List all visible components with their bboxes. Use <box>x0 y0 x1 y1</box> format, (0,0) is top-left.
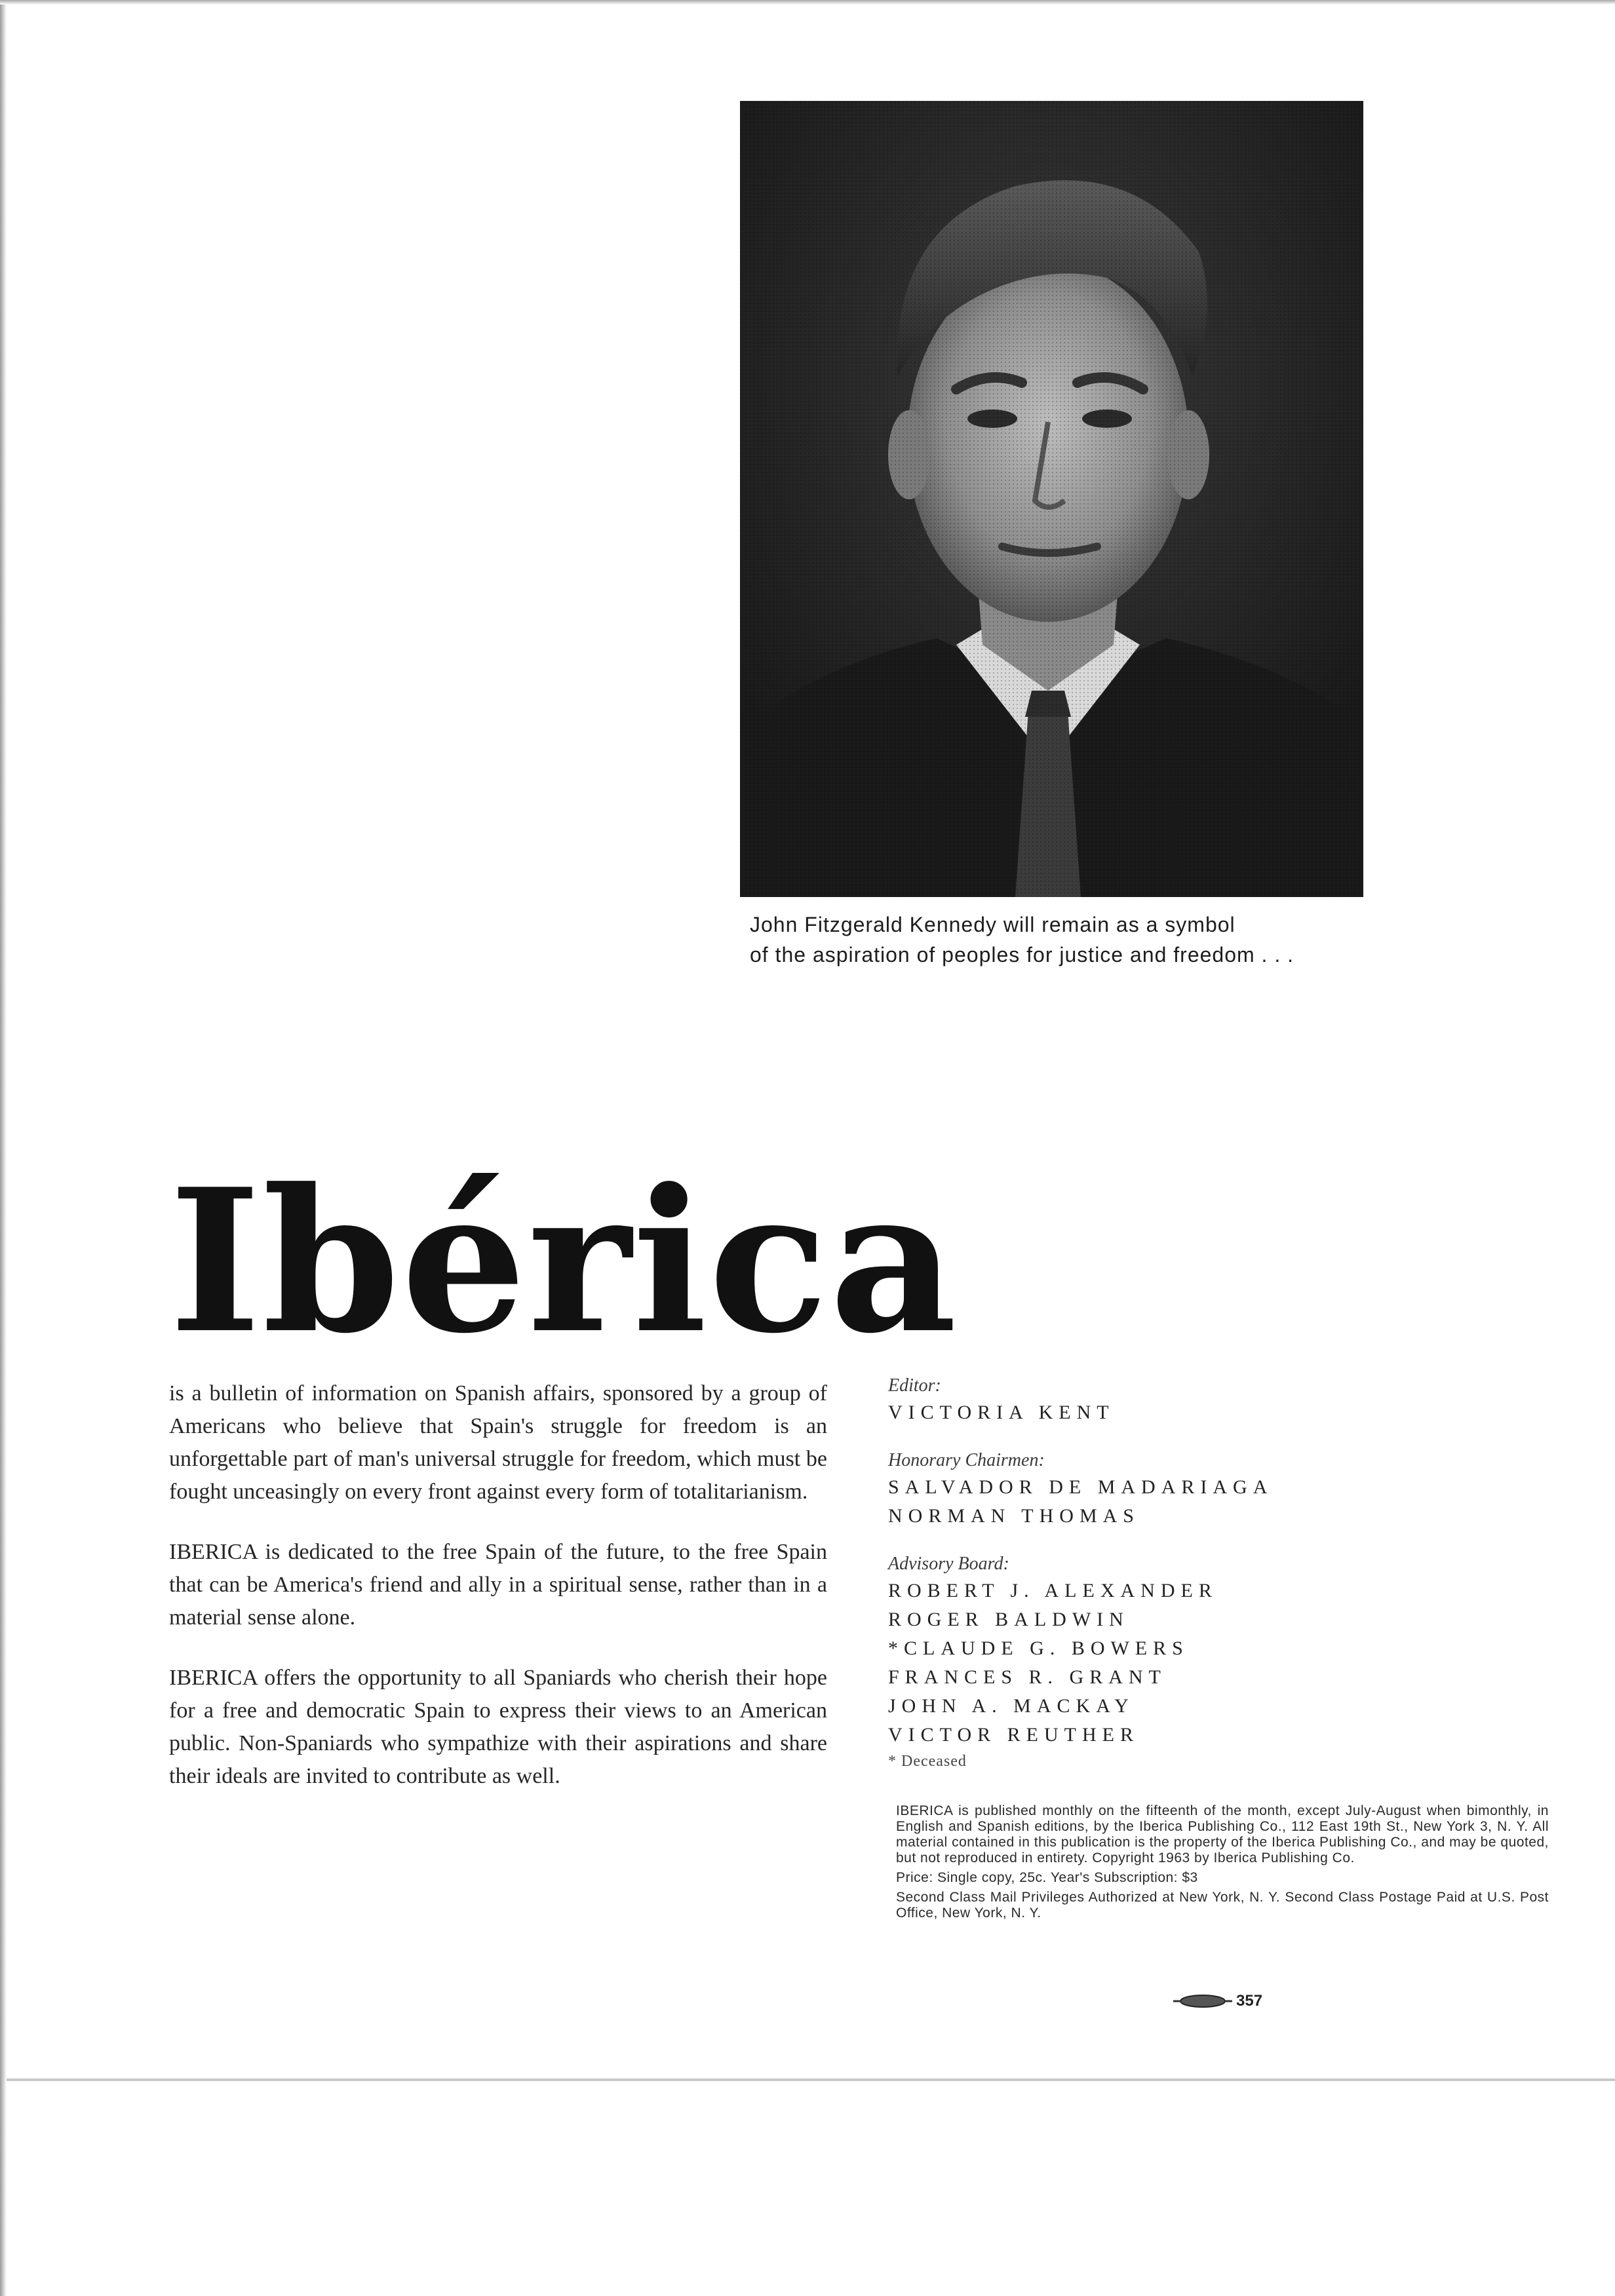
editor-name: VICTORIA KENT <box>888 1402 1115 1423</box>
page-number <box>1173 1988 1262 2014</box>
honorary-chairmen-group <box>888 1448 1412 1531</box>
scan-edge-left <box>0 0 7 2296</box>
intro-text <box>169 1377 827 1820</box>
page-bottom-edge <box>7 2078 1615 2081</box>
intro-paragraph-2: IBERICA is dedicated to the free Spain of the future, to the free Spain that can be America's friend and ally in a spiritual sense, rather than in a material sense alone. <box>169 1540 827 1630</box>
advisory-label: Advisory Board: <box>888 1554 1009 1574</box>
honorary-name: NORMAN THOMAS <box>888 1505 1140 1527</box>
caption-line-2: of the aspiration of peoples for justice and freedom . . . <box>750 943 1294 966</box>
honorary-label: Honorary Chairmen: <box>888 1450 1045 1470</box>
advisory-name: ROGER BALDWIN <box>888 1609 1129 1630</box>
advisory-name: FRANCES R. GRANT <box>888 1666 1167 1688</box>
advisory-name: ROBERT J. ALEXANDER <box>888 1580 1218 1601</box>
scan-edge-top <box>0 0 1615 5</box>
editor-group <box>888 1373 1412 1427</box>
advisory-name: JOHN A. MACKAY <box>888 1695 1135 1717</box>
intro-paragraph-3: IBERICA offers the opportunity to all Spaniards who cherish their hope for a free and democratic Spain to express their views to an American public. Non-Spaniards who sympathize with their aspirations and share their ideals are invited to contribute as well. <box>169 1666 827 1788</box>
advisory-name: *CLAUDE G. BOWERS <box>888 1637 1189 1659</box>
masthead-title: Ibérica <box>169 1145 959 1377</box>
honorary-name: SALVADOR DE MADARIAGA <box>888 1476 1274 1498</box>
advisory-board-group <box>888 1552 1412 1773</box>
editor-label: Editor: <box>888 1375 941 1396</box>
ornament-icon <box>1173 1993 1232 2009</box>
intro-paragraph-1: is a bulletin of information on Spanish affairs, sponsored by a group of Americans who believe that Spain's struggle for freedom is an unforgettable part of man's universal struggle for freedom, which must be fought unceasingly on every front against every form of totalitarianism. <box>169 1381 827 1504</box>
caption-line-1: John Fitzgerald Kennedy will remain as a symbol <box>750 913 1236 936</box>
publication-info <box>896 1803 1549 1925</box>
photo-caption <box>750 909 1379 970</box>
page-number-text: 357 <box>1236 1992 1263 2010</box>
postage-notice: Second Class Mail Privileges Authorized at New York, N. Y. Second Class Postage Paid at U.S. Post Office, New York, N. Y. <box>896 1890 1549 1921</box>
kennedy-portrait-photo <box>740 101 1363 897</box>
staff-listing <box>888 1373 1412 1794</box>
advisory-name: VICTOR REUTHER <box>888 1724 1139 1746</box>
publication-notice: IBERICA is published monthly on the fifteenth of the month, except July-August when bimonthly, in English and Spanish editions, by the Iberica Publishing Co., 112 East 19th St., New York 3, N. Y. All material contained in this publication is the property of the Iberica Publishing Co., and may be quoted, but not reproduced in entirety. Copyright 1963 by Iberica Publishing Co. <box>896 1803 1549 1866</box>
deceased-footnote: * Deceased <box>888 1753 967 1770</box>
subscription-price: Price: Single copy, 25c. Year's Subscription: $3 <box>896 1870 1198 1885</box>
portrait-illustration <box>740 101 1363 897</box>
